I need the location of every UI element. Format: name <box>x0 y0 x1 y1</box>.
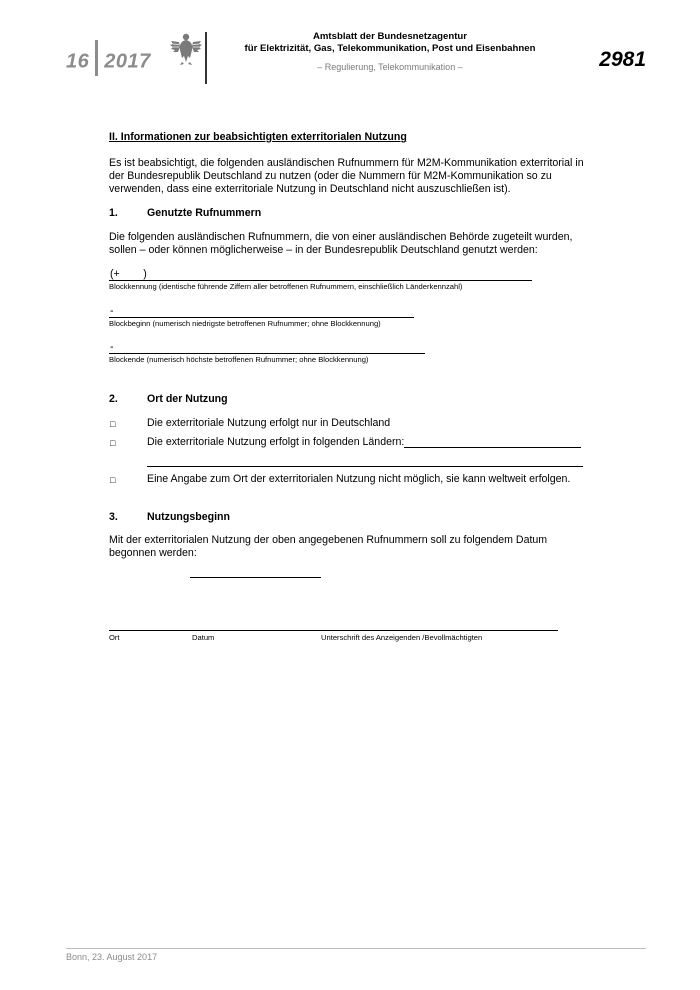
footer-text: Bonn, 23. August 2017 <box>66 952 158 962</box>
header-divider <box>205 32 207 84</box>
option2-checkbox[interactable]: □ <box>110 438 116 448</box>
option3-checkbox[interactable]: □ <box>110 475 116 485</box>
part2-number: 2. <box>109 393 118 405</box>
part1-number: 1. <box>109 207 118 219</box>
section-title: II. Informationen zur beabsichtigten exterritorialen Nutzung <box>109 131 407 143</box>
part3-heading <box>109 511 230 523</box>
signature-line[interactable] <box>109 630 558 631</box>
part3-heading-text: Nutzungsbeginn <box>147 511 230 523</box>
countries-line-2[interactable] <box>147 466 583 467</box>
block-end-caption: Blockende (numerisch höchste betroffenen Rufnummer; ohne Blockkennung) <box>109 355 369 364</box>
block-id-caption: Blockkennung (identische führende Ziffern aller betroffenen Rufnummern, einschließlich Länderkennzahl) <box>109 282 463 291</box>
signature-label: Unterschrift des Anzeigenden /Bevollmächtigten <box>321 633 483 642</box>
issue-year: 2017 <box>104 50 151 73</box>
part3-text: Mit der exterritorialen Nutzung der oben angegebenen Rufnummern soll zu folgendem Datum begonnen werden: <box>109 534 548 560</box>
block-prefix: (+ ) <box>110 268 147 280</box>
option3-label: Eine Angabe zum Ort der exterritorialen Nutzung nicht möglich, sie kann weltweit erfolgen. <box>147 473 571 485</box>
block-start-dash: - <box>110 305 114 317</box>
part1-heading <box>109 207 261 219</box>
federal-eagle-icon <box>170 32 202 66</box>
part2-heading-text: Ort der Nutzung <box>147 393 228 405</box>
place-label: Ort <box>109 633 120 642</box>
option1-checkbox[interactable]: □ <box>110 419 116 429</box>
page-number: 2981 <box>599 48 646 71</box>
option1-label: Die exterritoriale Nutzung erfolgt nur in Deutschland <box>147 417 391 429</box>
header-subtitle: – Regulierung, Telekommunikation – <box>317 62 463 72</box>
header-title-block <box>230 31 550 72</box>
date-label: Datum <box>192 633 215 642</box>
header-title-line1: Amtsblatt der Bundesnetzagentur <box>312 31 468 42</box>
block-end-line[interactable] <box>109 353 425 354</box>
block-start-caption: Blockbeginn (numerisch niedrigste betroffenen Rufnummer; ohne Blockkennung) <box>109 319 381 328</box>
issue-label <box>66 48 151 76</box>
start-date-line[interactable] <box>190 577 321 578</box>
part1-heading-text: Genutzte Rufnummern <box>147 207 262 219</box>
block-end-dash: - <box>110 341 114 353</box>
option2-label: Die exterritoriale Nutzung erfolgt in folgenden Ländern: <box>147 436 405 448</box>
block-start-line[interactable] <box>109 317 414 318</box>
issue-number: 16 <box>66 50 90 73</box>
part3-number: 3. <box>109 511 118 523</box>
footer-rule <box>66 948 646 949</box>
part1-text: Die folgenden ausländischen Rufnummern, die von einer ausländischen Behörde zugeteilt wurden, sollen – oder können möglicherweise – in der Bundesrepublik Deutschland genutzt werden: <box>109 231 573 257</box>
block-id-line[interactable] <box>109 280 532 281</box>
part2-heading <box>109 393 228 405</box>
countries-line-1[interactable] <box>404 447 581 448</box>
issue-separator <box>95 40 98 76</box>
header-title-line2: für Elektrizität, Gas, Telekommunikation, Post und Eisenbahnen <box>244 42 536 54</box>
section-intro: Es ist beabsichtigt, die folgenden ausländischen Rufnummern für M2M-Kommunikation exterritorial in der Bundesrepublik Deutschland zu nutzen (oder die Nummern für M2M-Kommunikation so zu verwenden, dass eine exterritoriale Nutzung in Deutschland nicht auszuschließen ist). <box>109 157 584 196</box>
